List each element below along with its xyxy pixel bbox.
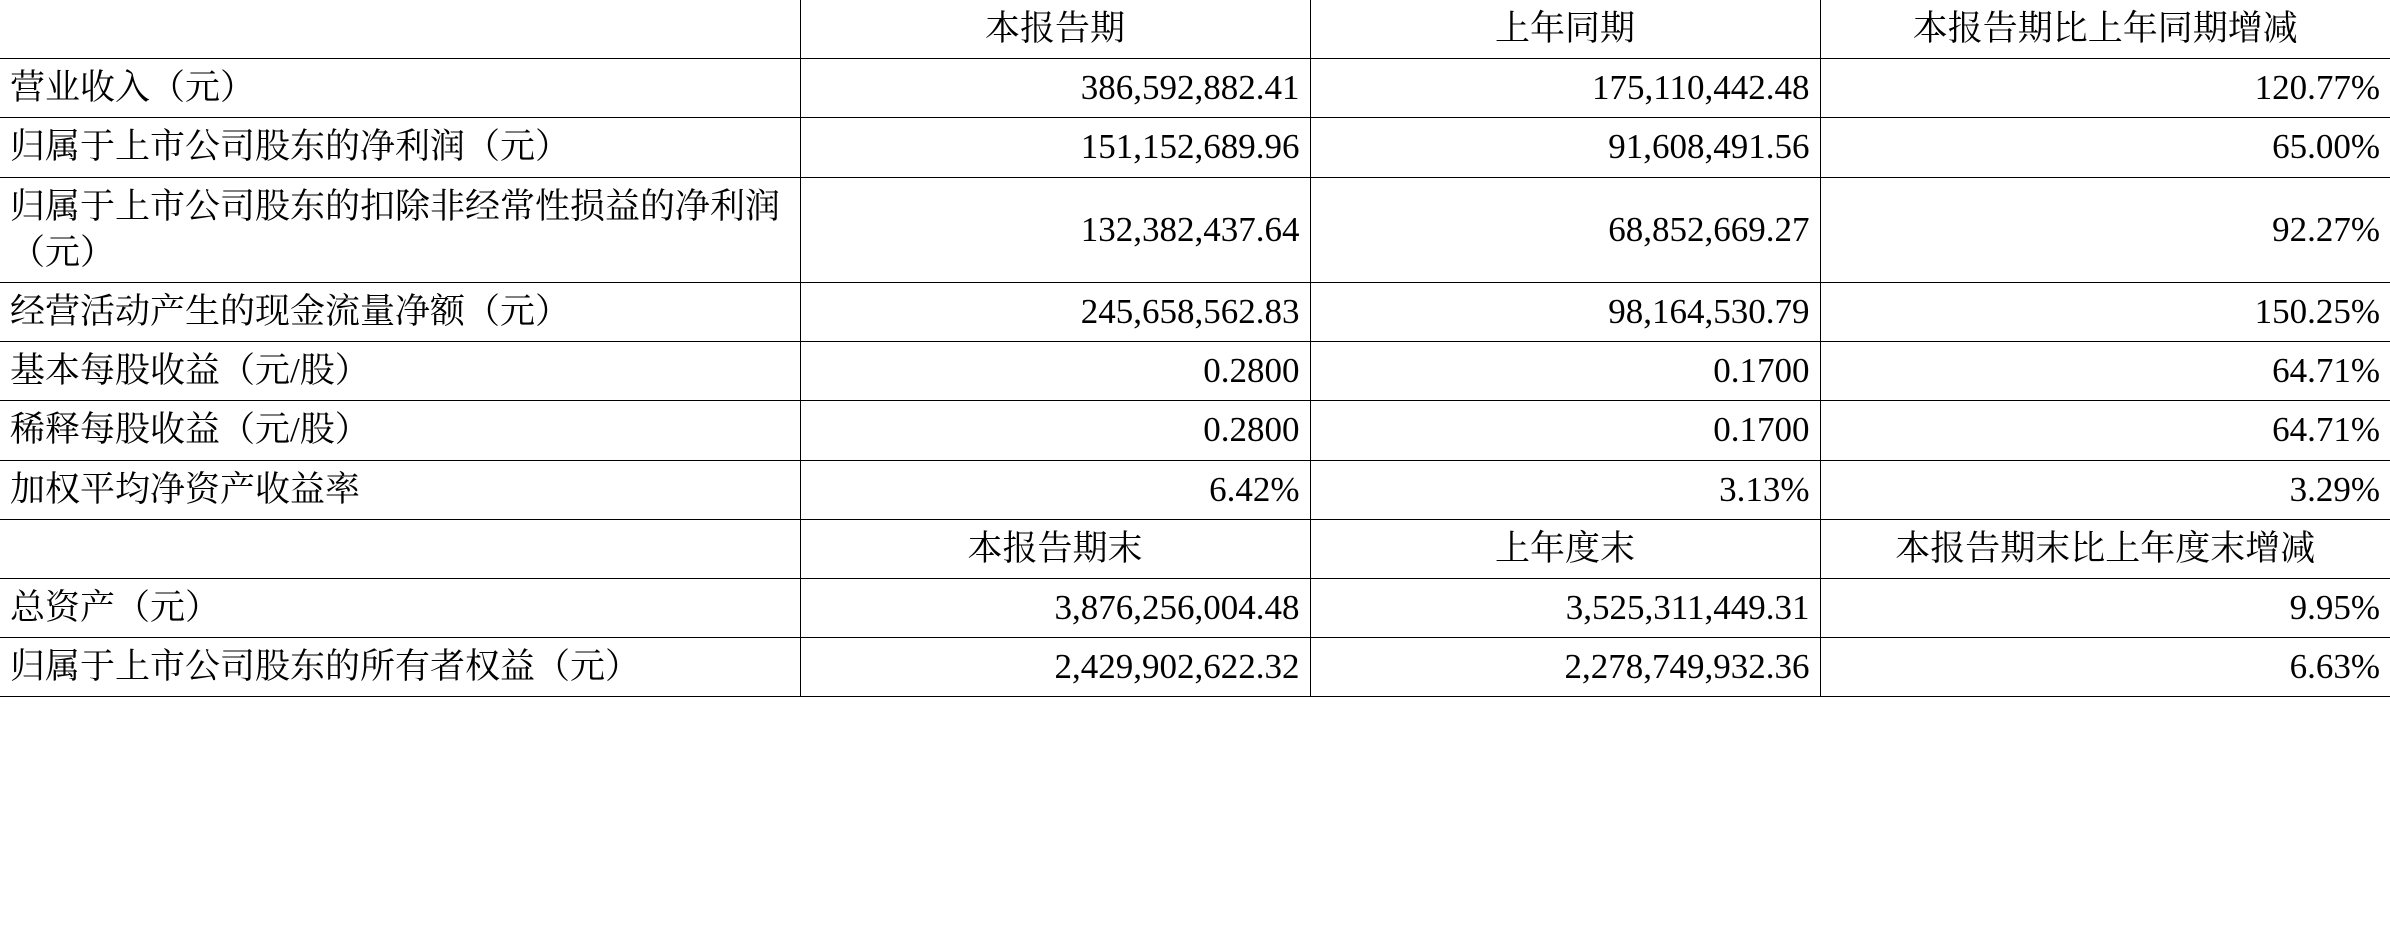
row-value-change: 3.29% <box>1820 460 2390 519</box>
row-value-prior: 91,608,491.56 <box>1310 118 1820 177</box>
table-row <box>0 460 2390 519</box>
row-value-prior: 3.13% <box>1310 460 1820 519</box>
row-value-current: 151,152,689.96 <box>800 118 1310 177</box>
row-value-change: 64.71% <box>1820 401 2390 460</box>
table-row <box>0 578 2390 637</box>
row-label: 归属于上市公司股东的扣除非经常性损益的净利润（元） <box>0 177 800 282</box>
row-label: 经营活动产生的现金流量净额（元） <box>0 282 800 341</box>
row-value-current: 6.42% <box>800 460 1310 519</box>
row-label: 总资产（元） <box>0 578 800 637</box>
header-cell-empty <box>0 0 800 59</box>
row-value-prior: 3,525,311,449.31 <box>1310 578 1820 637</box>
table-row <box>0 118 2390 177</box>
table-row <box>0 282 2390 341</box>
header-cell-current-period: 本报告期 <box>800 0 1310 59</box>
row-value-current: 245,658,562.83 <box>800 282 1310 341</box>
row-value-change: 92.27% <box>1820 177 2390 282</box>
table-row <box>0 638 2390 697</box>
row-value-current: 132,382,437.64 <box>800 177 1310 282</box>
table-header-row-period <box>0 0 2390 59</box>
table-row <box>0 177 2390 282</box>
header-cell-period-change: 本报告期比上年同期增减 <box>1820 0 2390 59</box>
header-cell-end-change: 本报告期末比上年度末增减 <box>1820 519 2390 578</box>
row-value-prior: 175,110,442.48 <box>1310 59 1820 118</box>
table-header-row-balance <box>0 519 2390 578</box>
row-value-prior: 0.1700 <box>1310 342 1820 401</box>
row-value-prior: 98,164,530.79 <box>1310 282 1820 341</box>
row-label: 营业收入（元） <box>0 59 800 118</box>
table-row <box>0 342 2390 401</box>
row-value-prior: 2,278,749,932.36 <box>1310 638 1820 697</box>
header-cell-empty <box>0 519 800 578</box>
row-value-current: 2,429,902,622.32 <box>800 638 1310 697</box>
header-cell-period-end: 本报告期末 <box>800 519 1310 578</box>
row-value-change: 120.77% <box>1820 59 2390 118</box>
row-value-current: 3,876,256,004.48 <box>800 578 1310 637</box>
row-value-change: 65.00% <box>1820 118 2390 177</box>
row-label: 基本每股收益（元/股） <box>0 342 800 401</box>
row-value-prior: 68,852,669.27 <box>1310 177 1820 282</box>
table-row <box>0 59 2390 118</box>
row-label: 稀释每股收益（元/股） <box>0 401 800 460</box>
row-value-current: 0.2800 <box>800 401 1310 460</box>
row-value-change: 6.63% <box>1820 638 2390 697</box>
row-value-change: 64.71% <box>1820 342 2390 401</box>
table-row <box>0 401 2390 460</box>
row-label: 加权平均净资产收益率 <box>0 460 800 519</box>
row-value-change: 9.95% <box>1820 578 2390 637</box>
header-cell-prior-period: 上年同期 <box>1310 0 1820 59</box>
row-label: 归属于上市公司股东的所有者权益（元） <box>0 638 800 697</box>
row-value-current: 386,592,882.41 <box>800 59 1310 118</box>
row-value-current: 0.2800 <box>800 342 1310 401</box>
row-value-prior: 0.1700 <box>1310 401 1820 460</box>
row-label: 归属于上市公司股东的净利润（元） <box>0 118 800 177</box>
row-value-change: 150.25% <box>1820 282 2390 341</box>
header-cell-prior-year-end: 上年度末 <box>1310 519 1820 578</box>
